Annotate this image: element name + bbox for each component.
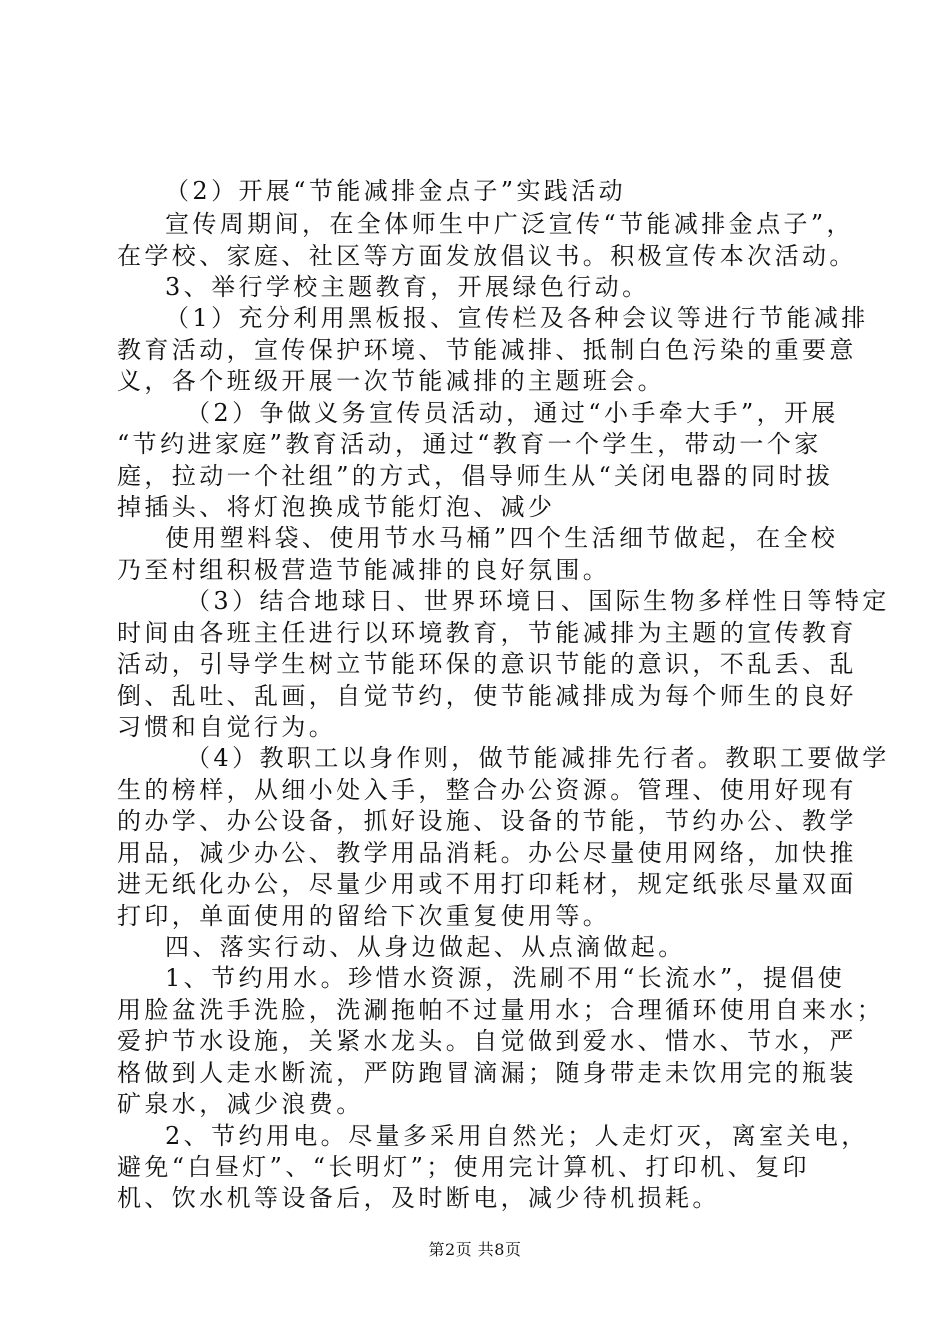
- text-line: 进无纸化办公，尽量少用或不用打印耗材，规定纸张尽量双面: [117, 870, 857, 898]
- text-line: “节约进家庭”教育活动，通过“教育一个学生，带动一个家: [117, 430, 822, 458]
- text-line: 3、举行学校主题教育，开展绿色行动。: [165, 273, 650, 301]
- text-line: （3）结合地球日、世界环境日、国际生物多样性日等特定: [186, 587, 890, 615]
- text-line: 义，各个班级开展一次节能减排的主题班会。: [117, 367, 665, 395]
- text-line: 掉插头、将灯泡换成节能灯泡、减少: [117, 493, 556, 521]
- text-line: 用脸盆洗手洗脸，洗涮拖帕不过量用水；合理循环使用自来水；: [117, 996, 885, 1024]
- page-number-footer: 第2页 共8页: [428, 1240, 522, 1259]
- text-line: 矿泉水，减少浪费。: [117, 1090, 364, 1118]
- text-line: 用品，减少办公、教学用品消耗。办公尽量使用网络，加快推: [117, 839, 857, 867]
- text-line: 打印，单面使用的留给下次重复使用等。: [117, 902, 611, 930]
- text-line: （4）教职工以身作则，做节能减排先行者。教职工要做学: [186, 744, 890, 772]
- text-line: 爱护节水设施，关紧水龙头。自觉做到爱水、惜水、节水，严: [117, 1027, 857, 1055]
- text-line: 四、落实行动、从身边做起、从点滴做起。: [165, 933, 686, 961]
- text-line: 使用塑料袋、使用节水马桶”四个生活细节做起，在全校: [165, 524, 839, 552]
- text-line: （2）开展“节能减排金点子”实践活动: [165, 177, 627, 205]
- text-line: 机、饮水机等设备后，及时断电，减少待机损耗。: [117, 1184, 720, 1212]
- text-line: 2、节约用电。尽量多采用自然光；人走灯灭，离室关电，: [165, 1122, 869, 1150]
- text-line: （1）充分利用黑板报、宣传栏及各种会议等进行节能减排: [165, 304, 869, 332]
- text-line: 宣传周期间，在全体师生中广泛宣传“节能减排金点子”，: [165, 210, 854, 238]
- text-line: 生的榜样，从细小处入手，整合办公资源。管理、使用好现有: [117, 776, 857, 804]
- text-line: 活动，引导学生树立节能环保的意识节能的意识，不乱丢、乱: [117, 650, 857, 678]
- text-line: 教育活动，宣传保护环境、节能减排、抵制白色污染的重要意: [117, 336, 857, 364]
- text-line: 习惯和自觉行为。: [117, 713, 337, 741]
- text-line: 在学校、家庭、社区等方面发放倡议书。积极宣传本次活动。: [117, 242, 857, 270]
- text-line: 庭，拉动一个社组”的方式，倡导师生从“关闭电器的同时拔: [117, 462, 834, 490]
- text-line: 格做到人走水断流，严防跑冒滴漏；随身带走未饮用完的瓶装: [117, 1059, 857, 1087]
- text-line: 的办学、办公设备，抓好设施、设备的节能，节约办公、教学: [117, 807, 857, 835]
- text-line: 避免“白昼灯”、“长明灯”；使用完计算机、打印机、复印: [117, 1153, 810, 1181]
- text-line: 时间由各班主任进行以环境教育，节能减排为主题的宣传教育: [117, 619, 857, 647]
- text-line: 乃至村组积极营造节能减排的良好氛围。: [117, 556, 611, 584]
- text-line: （2）争做义务宣传员活动，通过“小手牵大手”，开展: [186, 399, 839, 427]
- text-line: 倒、乱吐、乱画，自觉节约，使节能减排成为每个师生的良好: [117, 682, 857, 710]
- text-line: 1、节约用水。珍惜水资源，洗刷不用“长流水”，提倡使: [165, 964, 846, 992]
